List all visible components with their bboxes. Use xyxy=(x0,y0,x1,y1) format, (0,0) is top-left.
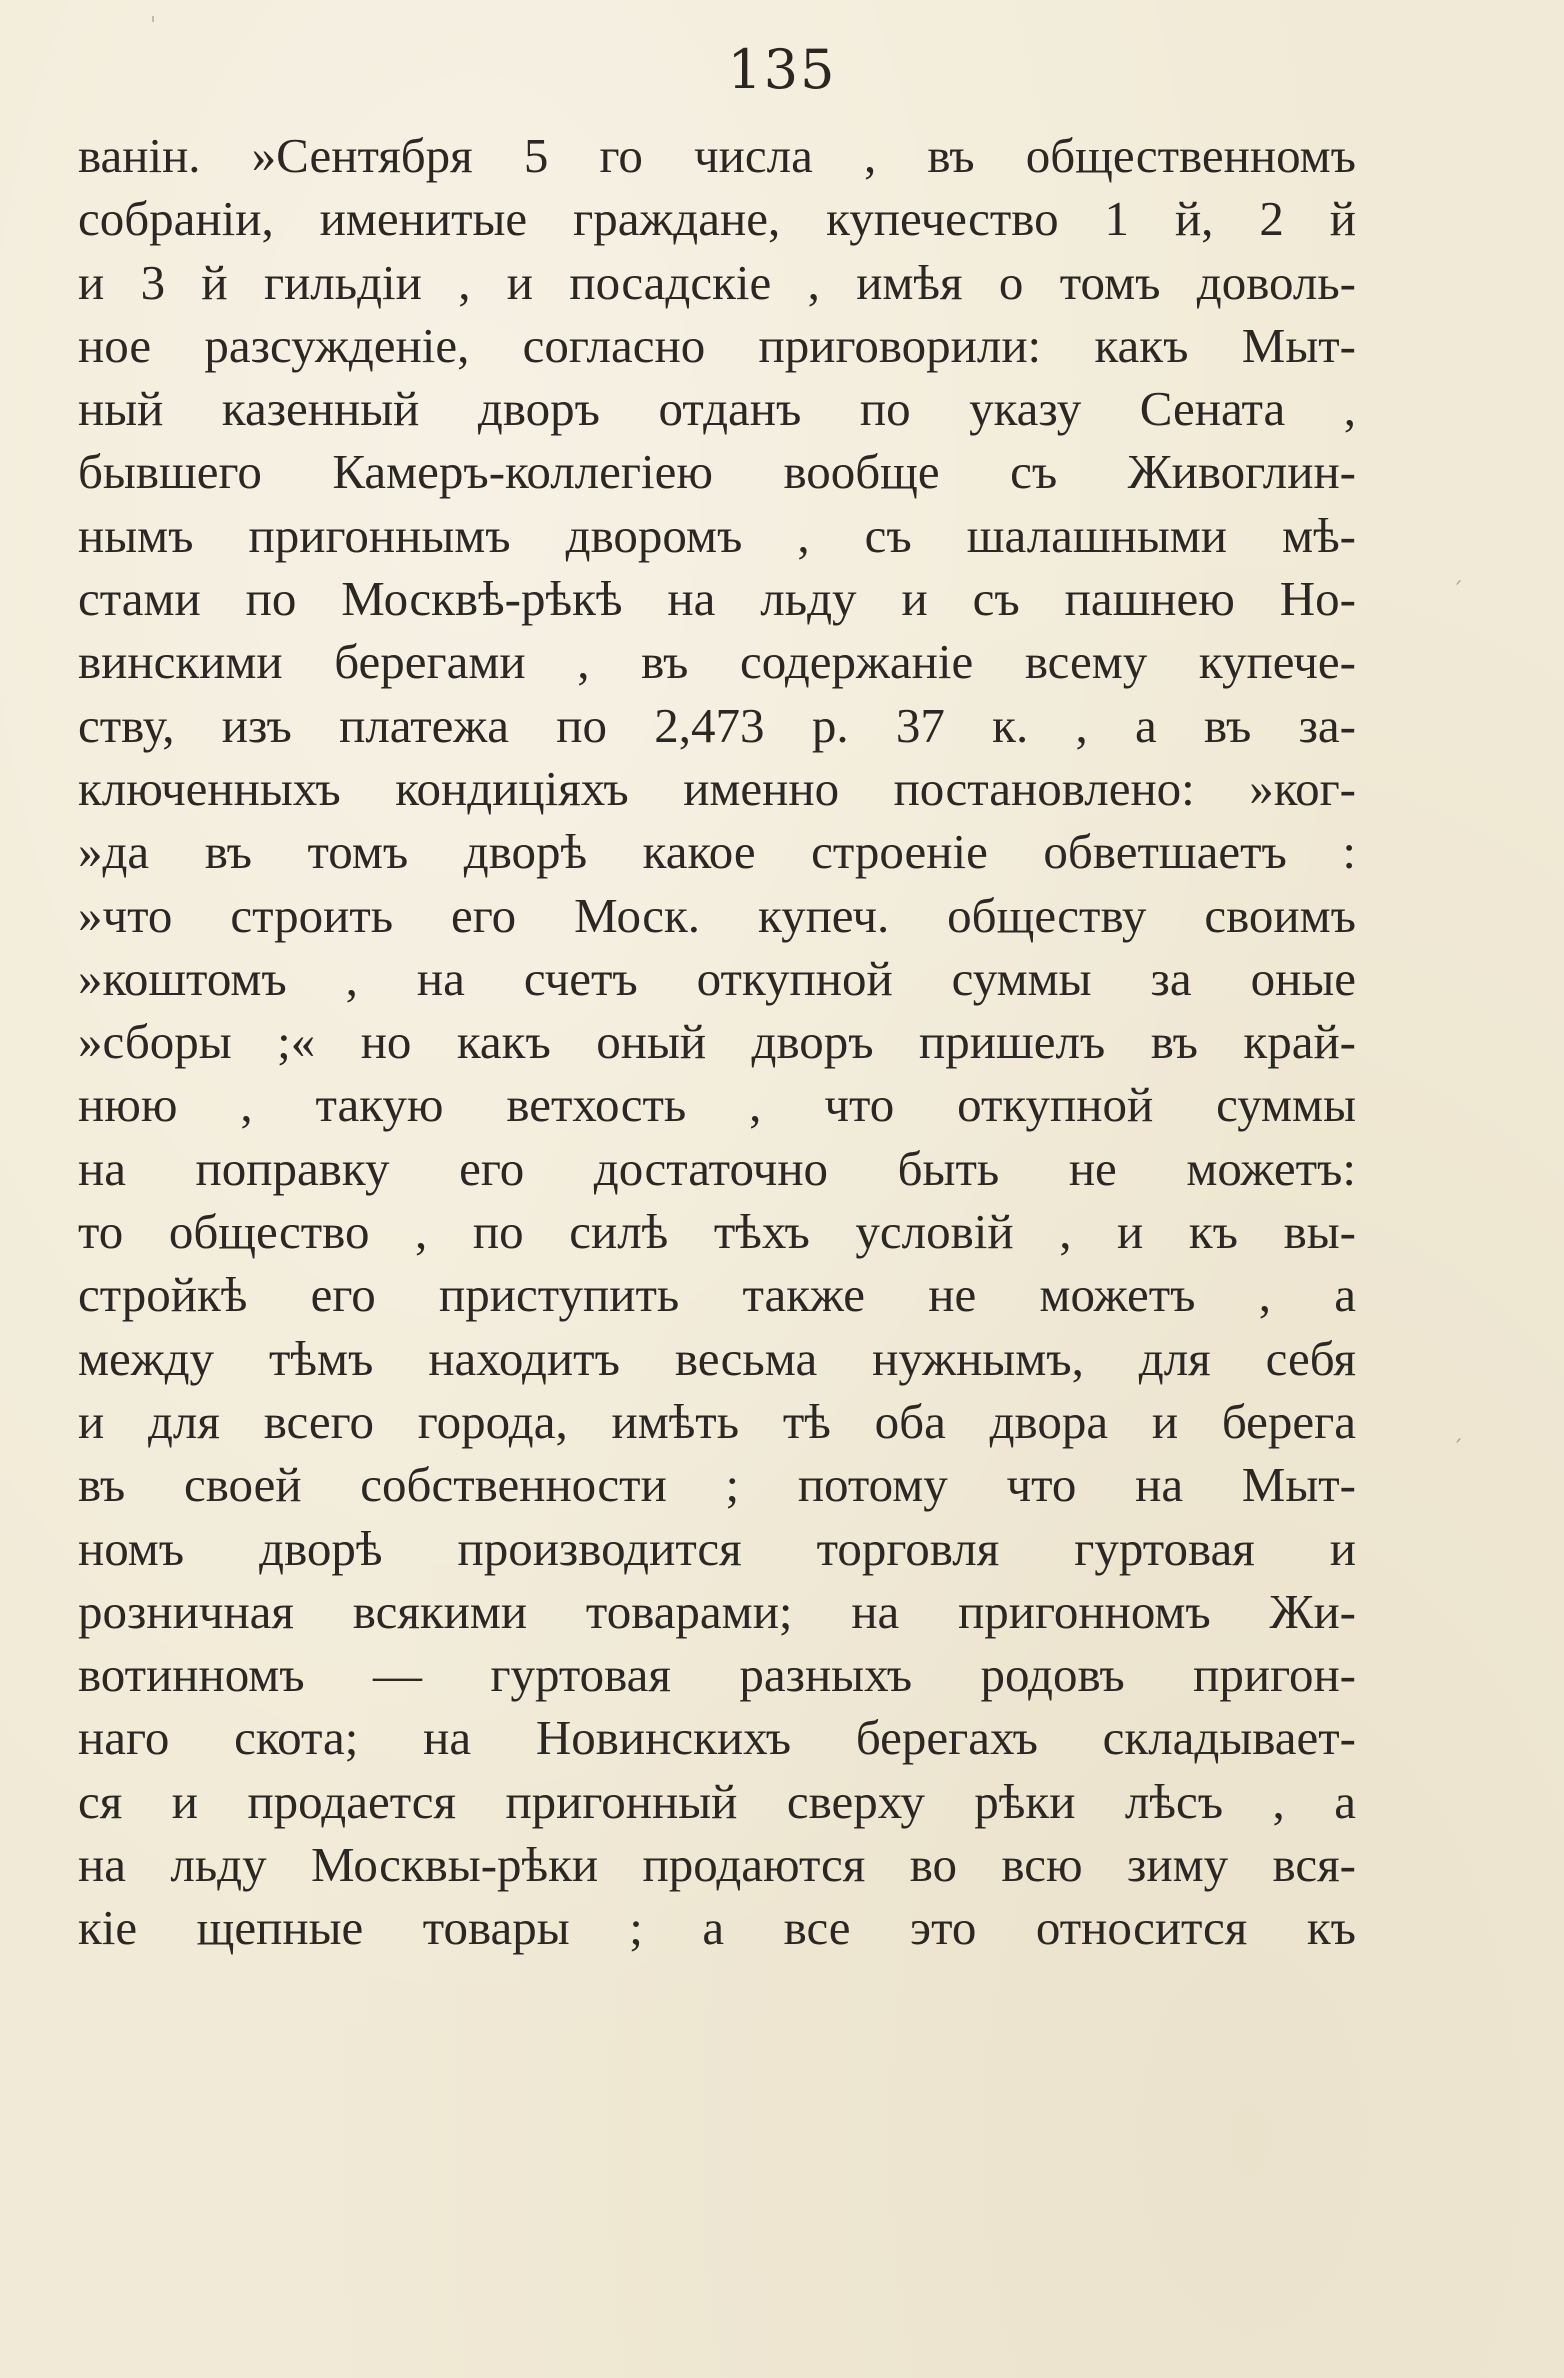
text-line: »сборы ;« но какъ оный дворъ пришелъ въ край- xyxy=(78,1014,1356,1070)
text-line: стройкѣ его приступить также не можетъ , а xyxy=(78,1267,1356,1323)
paper-speck: ˏ xyxy=(1452,1418,1463,1443)
text-line: кіе щепные товары ; а все это относится къ xyxy=(78,1900,1356,1956)
text-line: ный казенный дворъ отданъ по указу Сената , xyxy=(78,381,1356,437)
text-line: »что строить его Моск. купеч. обществу своимъ xyxy=(78,887,1356,943)
text-line: нюю , такую ветхость , что откупной суммы xyxy=(78,1077,1356,1133)
text-line: ся и продается пригонный сверху рѣки лѣсъ , а xyxy=(78,1773,1356,1829)
text-line: между тѣмъ находитъ весьма нужнымъ, для себя xyxy=(78,1330,1356,1386)
text-line: ванін. »Сентября 5 го числа , въ общественномъ xyxy=(78,128,1356,183)
paper-speck: ˈ xyxy=(150,14,157,39)
text-line: ное разсужденіе, согласно приговорили: какъ Мыт- xyxy=(78,317,1356,373)
text-line: наго скота; на Новинскихъ берегахъ складывает- xyxy=(78,1710,1356,1766)
text-line: и 3 й гильдіи , и посадскіе , имѣя о томъ доволь- xyxy=(78,254,1356,310)
text-line: розничная всякими товарами; на пригонномъ Жи- xyxy=(78,1583,1356,1639)
text-line: »да въ томъ дворѣ какое строеніе обветшаетъ : xyxy=(78,824,1356,880)
text-line: ству, изъ платежа по 2,473 р. 37 к. , а въ за- xyxy=(78,697,1356,753)
text-line: винскими берегами , въ содержаніе всему купече- xyxy=(78,634,1356,690)
text-line: стами по Москвѣ-рѣкѣ на льду и съ пашнею Но- xyxy=(78,571,1356,627)
text-line: на льду Москвы-рѣки продаются во всю зиму вся- xyxy=(78,1837,1356,1893)
page-number: 135 xyxy=(727,38,837,101)
text-line: нымъ пригоннымъ дворомъ , съ шалашными мѣ- xyxy=(78,507,1356,563)
text-line: номъ дворѣ производится торговля гуртовая и xyxy=(78,1520,1356,1576)
text-line: на поправку его достаточно быть не можетъ: xyxy=(78,1140,1356,1196)
body-text xyxy=(78,124,1356,1960)
text-line: ключенныхъ кондиціяхъ именно постановлено: »ког- xyxy=(78,760,1356,816)
paper-speck: ˏ xyxy=(1452,560,1463,585)
text-line: въ своей собственности ; потому что на Мыт- xyxy=(78,1457,1356,1513)
text-line: и для всего города, имѣть тѣ оба двора и берега xyxy=(78,1393,1356,1449)
text-line: »коштомъ , на счетъ откупной суммы за оные xyxy=(78,950,1356,1006)
text-line: то общество , по силѣ тѣхъ условій , и къ вы- xyxy=(78,1204,1356,1260)
text-line: собраніи, именитые граждане, купечество 1 й, 2 й xyxy=(78,191,1356,247)
text-line: вотинномъ — гуртовая разныхъ родовъ пригон- xyxy=(78,1647,1356,1703)
text-line: бывшего Камеръ-коллегіею вообще съ Живоглин- xyxy=(78,444,1356,500)
